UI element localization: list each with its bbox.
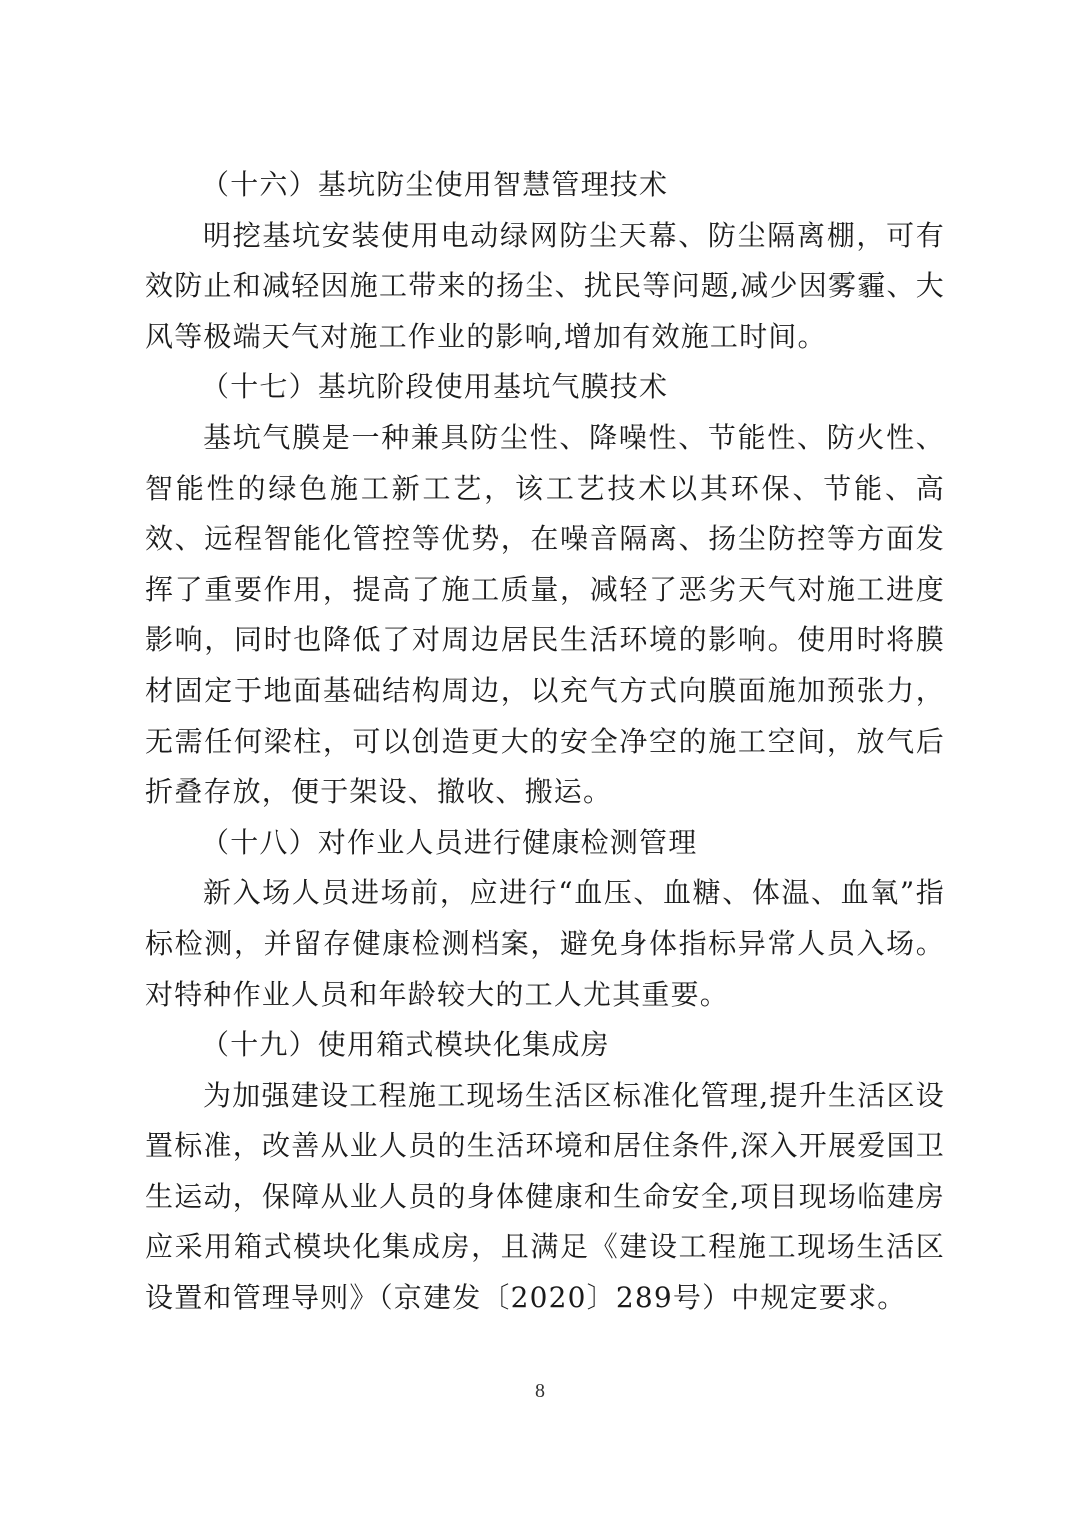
section-paragraph-17: 基坑气膜是一种兼具防尘性、降噪性、节能性、防火性、智能性的绿色施工新工艺，该工艺技术以其环保、节能、高效、远程智能化管控等优势，在噪音隔离、扬尘防控等方面发挥了重要作用，提高了施工质量，减轻了恶劣天气对施工进度影响，同时也降低了对周边居民生活环境的影响。使用时将膜材固定于地面基础结构周边，以充气方式向膜面施加预张力，无需任何梁柱，可以创造更大的安全净空的施工空间，放气后折叠存放，便于架设、撤收、搬运。 (145, 420, 945, 809)
section-paragraph-18: 新入场人员进场前，应进行“血压、血糖、体温、血氧”指标检测，并留存健康检测档案，避免身体指标异常人员入场。对特种作业人员和年龄较大的工人尤其重要。 (145, 876, 945, 1011)
section-paragraph-16: 明挖基坑安装使用电动绿网防尘天幕、防尘隔离棚，可有效防止和减轻因施工带来的扬尘、扰民等问题,减少因雾霾、大风等极端天气对施工作业的影响,增加有效施工时间。 (145, 218, 945, 353)
section-heading-16: （十六）基坑防尘使用智慧管理技术 (201, 168, 669, 201)
section-paragraph-19: 为加强建设工程施工现场生活区标准化管理,提升生活区设置标准，改善从业人员的生活环境和居住条件,深入开展爱国卫生运动，保障从业人员的身体健康和生命安全,项目现场临建房应采用箱式模块化集成房，且满足《建设工程施工现场生活区设置和管理导则》（京建发〔2020〕289号）中规定要求。 (145, 1078, 945, 1315)
section-heading-17: （十七）基坑阶段使用基坑气膜技术 (201, 370, 669, 404)
page-number: 8 (535, 1380, 545, 1402)
section-heading-19: （十九）使用箱式模块化集成房 (201, 1028, 610, 1062)
document-body (145, 160, 945, 1324)
section-heading-18: （十八）对作业人员进行健康检测管理 (201, 825, 698, 859)
